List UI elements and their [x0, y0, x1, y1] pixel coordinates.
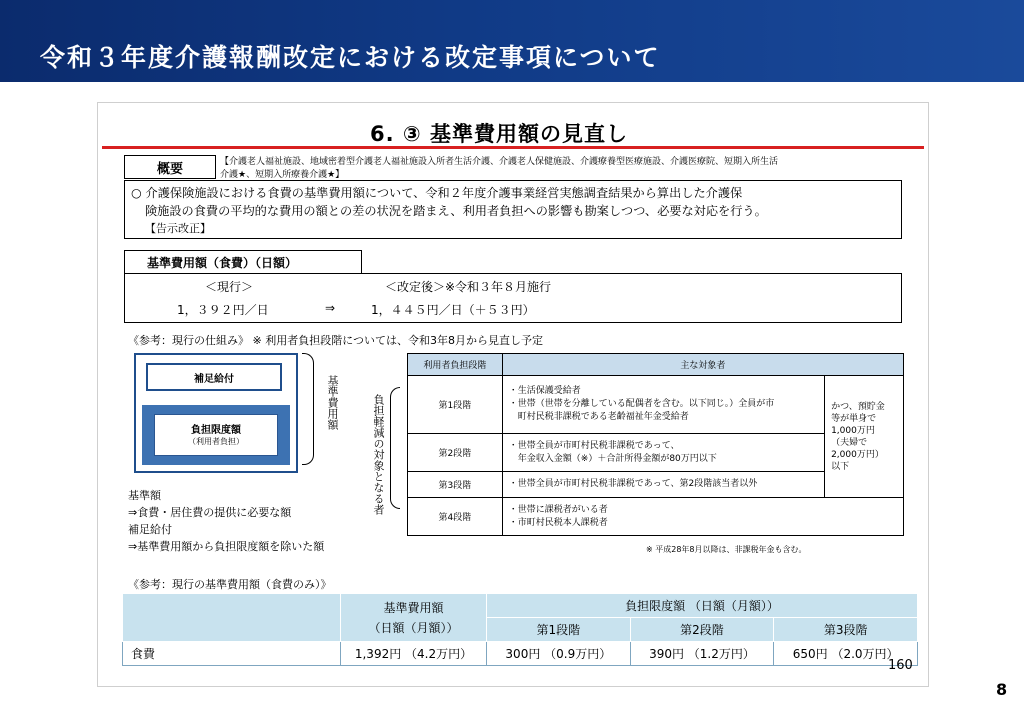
- level-1-desc-line: ・世帯（世帯を分離している配偶者を含む。以下同じ。）全員が市: [508, 399, 775, 409]
- current-label: ＜現行＞: [205, 280, 254, 294]
- savings-note-line: 以下: [831, 461, 850, 472]
- definitions: [128, 487, 324, 555]
- title-underline: [102, 146, 924, 149]
- ref-stage-2: 第2段階: [630, 618, 774, 642]
- table-row: [408, 376, 904, 434]
- overview-body-1: ○ 介護保険施設における食費の基準費用額について、令和２年度介護事業経営実態調査結果から算出した介護保: [131, 186, 743, 200]
- ref-stage-3: 第3段階: [774, 618, 918, 642]
- arrow: ⇒: [325, 301, 336, 315]
- revised-value: 1，４４５円／日（＋５３円）: [371, 303, 535, 317]
- savings-note-line: 2,000万円）: [831, 449, 884, 460]
- current-value: 1，３９２円／日: [177, 303, 269, 317]
- savings-note-line: かつ、預貯金: [831, 401, 885, 412]
- page-number: 8: [996, 680, 1008, 699]
- savings-note-line: （夫婦で: [831, 437, 868, 448]
- reduction-vertical: 負担軽減の対象となる者: [372, 394, 385, 515]
- overview-body-2: 険施設の食費の平均的な費用の額との差の状況を踏まえ、利用者負担への影響も勘案しつつ、必要な対応を行う。: [145, 204, 767, 218]
- ref-header-std-line: 基準費用額: [383, 600, 444, 615]
- reference-note: 《参考：現行の仕組み》 ※ 利用者負担段階については、令和3年8月から見直し予定: [128, 334, 543, 347]
- def-line-2: ⇒食費・居住費の提供に必要な額: [128, 506, 292, 519]
- level-2-desc-line: ・世帯全員が市町村民税非課税であって、: [508, 440, 680, 451]
- ref-row-stage-1: 300円 （0.9万円）: [487, 642, 631, 666]
- level-1-desc-line: ・生活保護受給者: [508, 386, 581, 396]
- brace-right: [302, 353, 314, 465]
- savings-note-line: 等が単身で: [831, 413, 877, 424]
- def-line-3: 補足給付: [128, 523, 172, 536]
- ref-row-std: 1,392円 （4.2万円）: [341, 642, 487, 666]
- levels-table: [407, 353, 904, 536]
- supplement-label: 補足給付: [194, 373, 234, 385]
- standard-cost-vertical: 基準費用額: [326, 375, 339, 430]
- ref-row-stage-2: 390円 （1.2万円）: [630, 642, 774, 666]
- level-2-desc: [502, 434, 824, 472]
- ref-header-std-line: （日額（月額））: [368, 620, 459, 635]
- standard-cost-box: [124, 273, 902, 323]
- level-3-desc: ・世帯全員が市町村民税非課税であって、第2段階該当者以外: [502, 472, 824, 498]
- savings-note: [825, 376, 904, 498]
- revised-label: ＜改定後＞※令和３年８月施行: [385, 280, 552, 294]
- standard-cost-label-box: [124, 250, 362, 274]
- reference-table: [122, 593, 918, 666]
- level-3: 第3段階: [408, 472, 503, 498]
- ref-header-std: [341, 594, 487, 642]
- slide-title: 6. ③ 基準費用額の見直し: [370, 122, 628, 146]
- overview-body-box: [124, 180, 902, 239]
- ref-stage-1: 第1段階: [487, 618, 631, 642]
- overview-targets-1: 【介護老人福祉施設、地域密着型介護老人福祉施設入所者生活介護、介護老人保健施設、介護療養型医療施設、介護医療院、短期入所生活: [220, 157, 779, 167]
- header-banner: [0, 0, 1024, 82]
- def-line-4: ⇒基準費用額から負担限度額を除いた額: [128, 540, 325, 553]
- limit-box: [142, 405, 290, 465]
- levels-header-target: 主な対象者: [502, 354, 903, 376]
- supplement-box: [146, 363, 282, 391]
- limit-inner: [154, 414, 278, 456]
- levels-header-row: [408, 354, 904, 376]
- overview-label: 概要: [156, 161, 183, 177]
- overview-label-box: [124, 155, 216, 179]
- level-1-desc: [502, 376, 824, 434]
- level-1: 第1段階: [408, 376, 503, 434]
- ref-caption: 《参考：現行の基準費用額（食費のみ）》: [128, 578, 332, 591]
- ref-row-label: 食費: [123, 642, 341, 666]
- slide-page-number: 160: [888, 658, 913, 673]
- standard-cost-label: 基準費用額（食費）（日額）: [147, 255, 298, 270]
- levels-footnote: ※ 平成28年8月以降は、非課税年金も含む。: [646, 545, 807, 554]
- level-1-desc-line: 町村民税非課税である老齢福祉年金受給者: [508, 412, 689, 422]
- ref-header-limit: 負担限度額 （日額（月額））: [487, 594, 918, 618]
- page-title: 令和３年度介護報酬改定における改定事項について: [40, 43, 661, 72]
- diagram-outer: [134, 353, 298, 473]
- table-row: [408, 498, 904, 536]
- level-4-desc: [502, 498, 903, 536]
- table-row: [123, 642, 918, 666]
- ref-header-empty: [123, 594, 341, 642]
- level-4: 第4段階: [408, 498, 503, 536]
- level-2: 第2段階: [408, 434, 503, 472]
- level-2-desc-line: 年金収入金額（※）＋合計所得金額が80万円以下: [508, 453, 717, 464]
- level-4-desc-line: ・市町村民税本人課税者: [508, 517, 608, 528]
- limit-label: 負担限度額: [191, 425, 241, 436]
- overview-targets-2: 介護★、短期入所療養介護★】: [220, 170, 345, 180]
- limit-sub: （利用者負担）: [188, 437, 244, 446]
- slide-image: [97, 102, 929, 687]
- ref-row-stage-3: 650円 （2.0万円）: [774, 642, 918, 666]
- savings-note-line: 1,000万円: [831, 425, 875, 436]
- level-4-desc-line: ・世帯に課税者がいる者: [508, 504, 608, 515]
- def-line-1: 基準額: [128, 489, 161, 502]
- overview-body-3: 【告示改正】: [145, 222, 211, 235]
- levels-header-stage: 利用者負担段階: [408, 354, 503, 376]
- ref-header-row: [123, 594, 918, 618]
- brace-left: [390, 387, 400, 509]
